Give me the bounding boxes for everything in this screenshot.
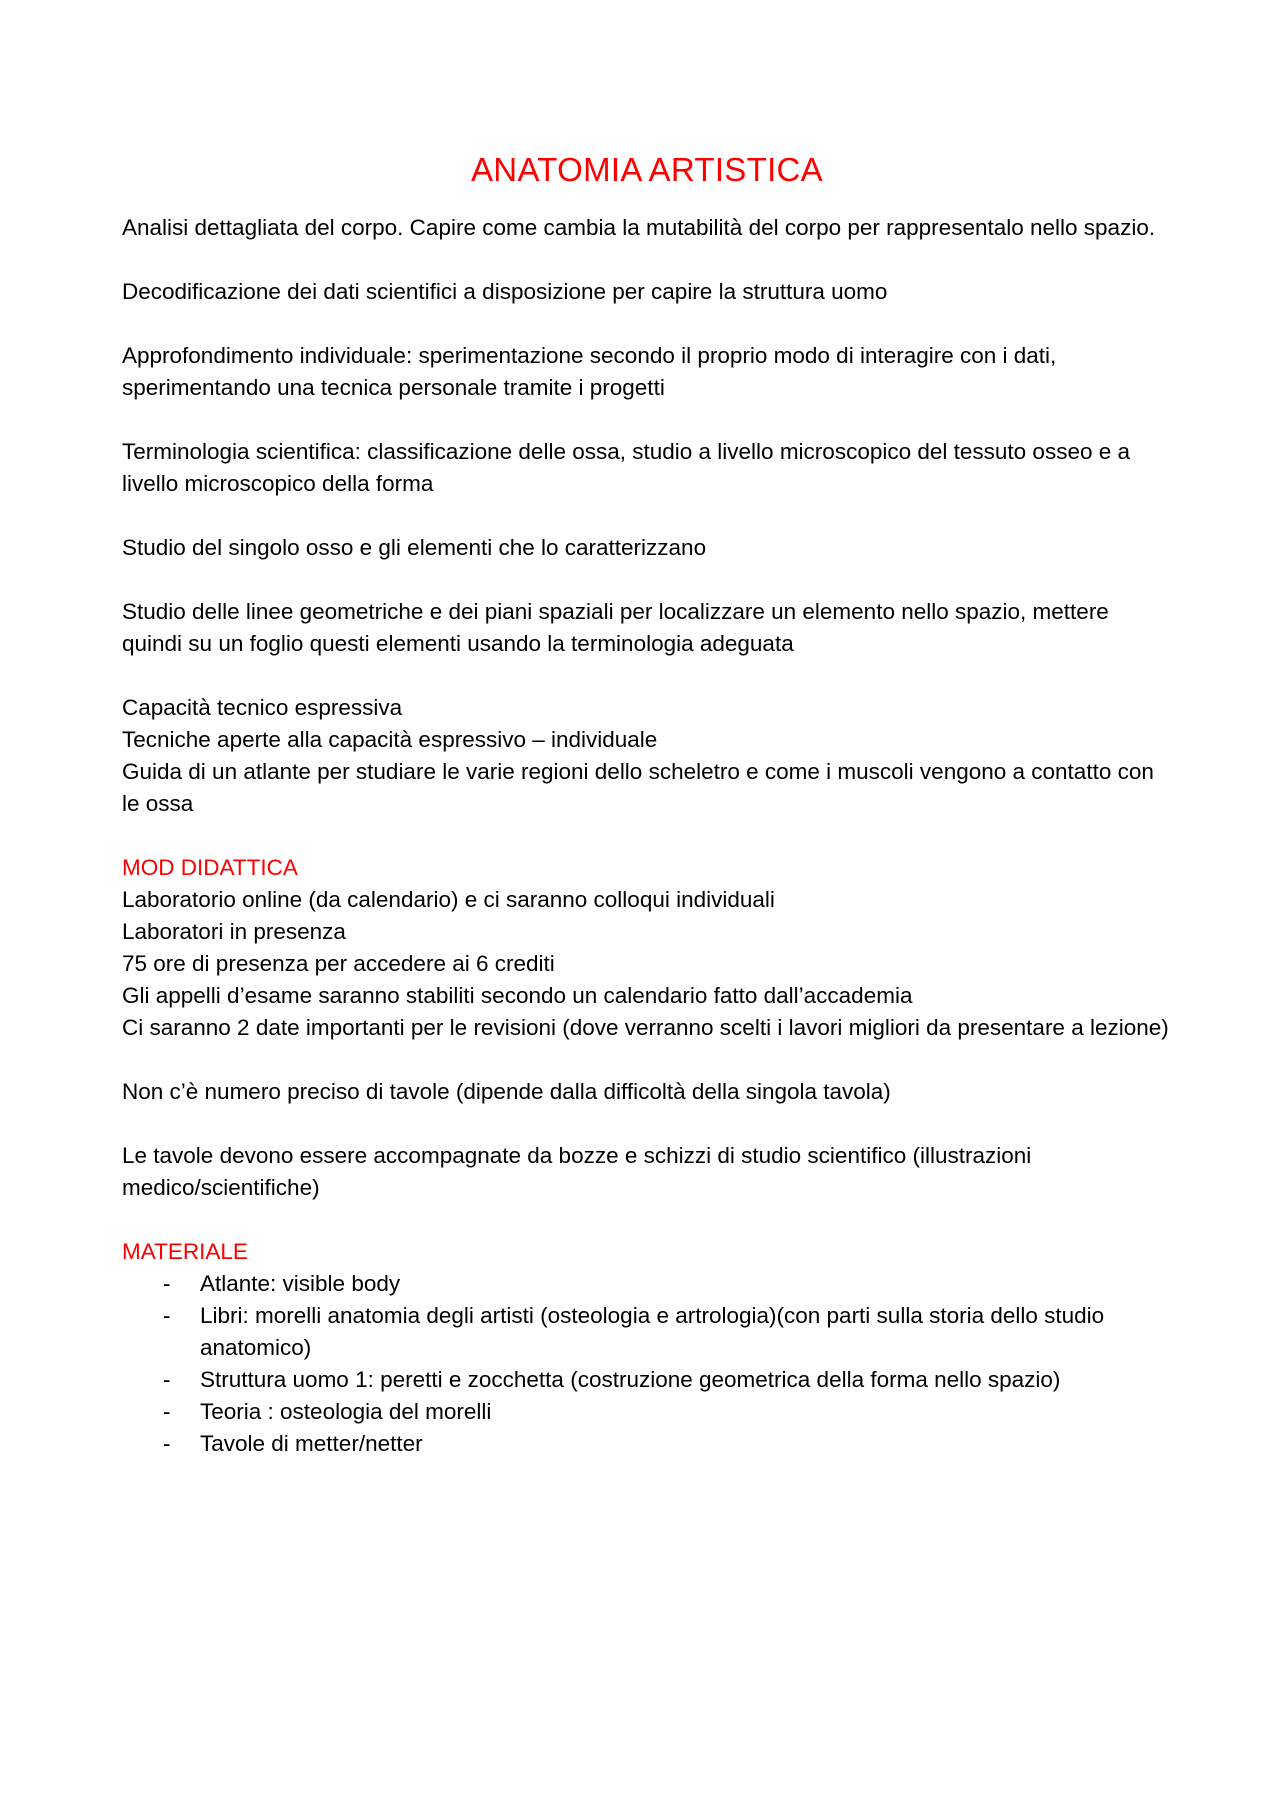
document-title: ANATOMIA ARTISTICA <box>471 151 823 188</box>
paragraph-studio-osso: Studio del singolo osso e gli elementi che lo caratterizzano <box>122 535 707 560</box>
list-item <box>122 1396 1172 1428</box>
materiale-list <box>122 1268 1172 1460</box>
dash-bullet: - <box>163 1303 171 1328</box>
list-item <box>122 1268 1172 1300</box>
dash-bullet: - <box>163 1271 171 1296</box>
list-item-text: Struttura uomo 1: peretti e zocchetta (costruzione geometrica della forma nello spazio) <box>200 1367 1061 1392</box>
paragraph-decodificazione: Decodificazione dei dati scientifici a disposizione per capire la struttura uomo <box>122 279 888 304</box>
mod-didattica-line: 75 ore di presenza per accedere ai 6 crediti <box>122 951 555 976</box>
mod-didattica-heading: MOD DIDATTICA <box>122 855 298 880</box>
paragraph-terminologia: Terminologia scientifica: classificazione delle ossa, studio a livello microscopico del tessuto osseo e a livello microscopico della forma <box>122 439 1130 496</box>
paragraph-approfondimento: Approfondimento individuale: sperimentazione secondo il proprio modo di interagire con i dati, sperimentando una tecnica personale tramite i progetti <box>122 343 1057 400</box>
list-item <box>122 1364 1172 1396</box>
paragraph-analisi: Analisi dettagliata del corpo. Capire come cambia la mutabilità del corpo per rappresentalo nello spazio. <box>122 215 1156 240</box>
list-item-text: Libri: morelli anatomia degli artisti (osteologia e artrologia)(con parti sulla storia dello studio anatomico) <box>200 1303 1105 1360</box>
mod-didattica-line: Ci saranno 2 date importanti per le revisioni (dove verranno scelti i lavori migliori da presentare a lezione) <box>122 1015 1169 1040</box>
capacity-line: Tecniche aperte alla capacità espressivo – individuale <box>122 727 658 752</box>
list-item-text: Tavole di metter/netter <box>200 1431 423 1456</box>
paragraph-tavole-bozze: Le tavole devono essere accompagnate da bozze e schizzi di studio scientifico (illustrazioni medico/scientifiche) <box>122 1143 1032 1200</box>
mod-didattica-line: Laboratori in presenza <box>122 919 346 944</box>
capacity-line: Guida di un atlante per studiare le varie regioni dello scheletro e come i muscoli vengono a contatto con le ossa <box>122 759 1154 816</box>
list-item <box>122 1300 1172 1364</box>
list-item-text: Atlante: visible body <box>200 1271 401 1296</box>
capacity-block <box>122 692 1172 820</box>
mod-didattica-line: Gli appelli d’esame saranno stabiliti secondo un calendario fatto dall’accademia <box>122 983 913 1008</box>
mod-didattica-section <box>122 852 1172 1044</box>
paragraph-numero-tavole: Non c’è numero preciso di tavole (dipende dalla difficoltà della singola tavola) <box>122 1079 891 1104</box>
materiale-section <box>122 1236 1172 1460</box>
dash-bullet: - <box>163 1367 171 1392</box>
dash-bullet: - <box>163 1399 171 1424</box>
list-item-text: Teoria : osteologia del morelli <box>200 1399 492 1424</box>
paragraph-studio-linee: Studio delle linee geometriche e dei piani spaziali per localizzare un elemento nello spazio, mettere quindi su un foglio questi elementi usando la terminologia adeguata <box>122 599 1109 656</box>
dash-bullet: - <box>163 1431 171 1456</box>
document-content <box>122 150 1172 1460</box>
capacity-line: Capacità tecnico espressiva <box>122 695 403 720</box>
materiale-heading: MATERIALE <box>122 1239 248 1264</box>
mod-didattica-line: Laboratorio online (da calendario) e ci saranno colloqui individuali <box>122 887 775 912</box>
list-item <box>122 1428 1172 1460</box>
